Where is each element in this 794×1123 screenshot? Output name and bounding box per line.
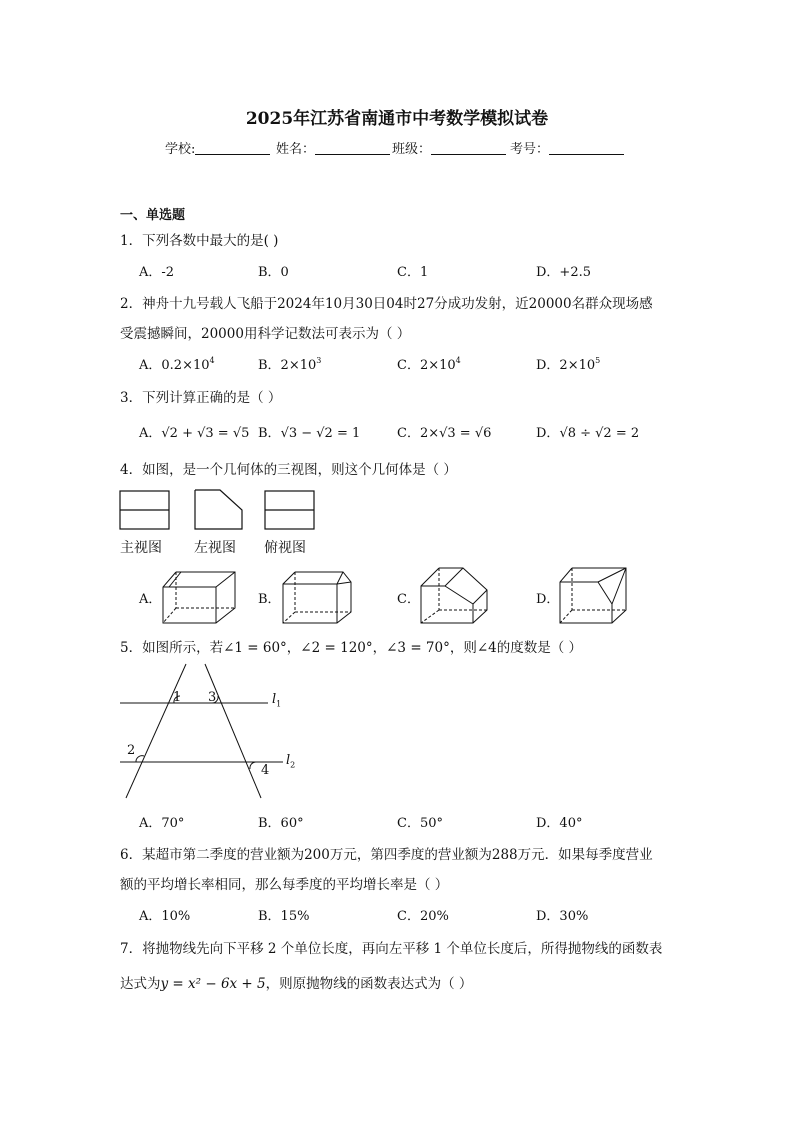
q5-option-a[interactable]: A．70° [139, 816, 185, 831]
q3-option-d-expr: √8 ÷ √2 = 2 [559, 426, 640, 441]
angle-1-label: 1 [173, 690, 182, 705]
page-title: 2025年江苏省南通市中考数学模拟试卷 [245, 109, 549, 129]
q7-line2-suffix: ，则原抛物线的函数表达式为（ ） [265, 976, 473, 992]
q2-option-c[interactable] [397, 354, 461, 373]
angle-3-label: 3 [208, 690, 217, 705]
name-blank[interactable] [315, 141, 390, 155]
q7-line2 [120, 972, 472, 992]
q2-option-d[interactable] [536, 354, 600, 373]
exam-no-label: 考号： [510, 142, 550, 157]
top-view-figure [264, 490, 316, 532]
q2-option-a[interactable] [139, 354, 215, 373]
q1-text: 1．下列各数中最大的是( ) [120, 233, 279, 249]
q3-option-b[interactable] [258, 422, 360, 441]
q4-option-c-figure[interactable] [419, 566, 491, 626]
school-label: 学校: [165, 142, 196, 157]
q6-option-b[interactable]: B．15% [258, 909, 310, 924]
q4-option-d-figure[interactable] [558, 566, 630, 626]
q7-line2-expr: y = x² − 6x + 5 [160, 976, 266, 992]
q1-option-c[interactable]: C．1 [397, 265, 429, 280]
q2-option-b-base: B．2×10 [258, 358, 317, 373]
q5-option-d[interactable]: D．40° [536, 816, 583, 831]
q3-option-c-expr: 2×√3 = √6 [419, 426, 492, 441]
exam-no-blank[interactable] [549, 141, 624, 155]
q1-option-a[interactable]: A．-2 [139, 265, 175, 280]
q7-line2-prefix: 达式为 [120, 976, 161, 992]
l1-letter: l [272, 692, 277, 707]
q2-option-a-base: A．0.2×10 [139, 358, 210, 373]
left-view-figure [193, 488, 245, 532]
q4-text: 4．如图，是一个几何体的三视图，则这个几何体是（ ） [120, 462, 457, 478]
q4-option-b[interactable]: B． [258, 592, 281, 607]
q3-option-b-expr: √3 − √2 = 1 [280, 426, 361, 441]
q2-option-b[interactable] [258, 354, 321, 373]
q2-option-d-base: D．2×10 [536, 358, 596, 373]
transversal-left [126, 664, 186, 798]
name-label: 姓名： [276, 142, 316, 157]
q5-option-b[interactable]: B．60° [258, 816, 304, 831]
q3-option-b-prefix: B． [258, 426, 281, 441]
front-view-figure [119, 490, 171, 532]
q6-option-d[interactable]: D．30% [536, 909, 589, 924]
q1-option-b[interactable]: B．0 [258, 265, 289, 280]
q4-option-a[interactable]: A． [139, 592, 162, 607]
school-field[interactable] [165, 138, 270, 157]
l2-label [286, 753, 295, 770]
q4-option-d[interactable]: D． [536, 592, 560, 607]
q3-option-d[interactable] [536, 422, 639, 441]
q2-option-c-base: C．2×10 [397, 358, 456, 373]
l2-sub: 2 [290, 760, 296, 770]
q7-line1: 7．将抛物线先向下平移 2 个单位长度，再向左平移 1 个单位长度后，所得抛物线的函数表 [120, 941, 663, 957]
q4-option-b-figure[interactable] [281, 570, 353, 626]
q3-option-a-expr: √2 + √3 = √5 [161, 426, 250, 441]
transversal-right [205, 664, 261, 798]
q4-option-c[interactable]: C． [397, 592, 420, 607]
q2-option-b-exp: 3 [316, 356, 322, 365]
left-view-label: 左视图 [194, 540, 236, 556]
angle-4-label: 4 [261, 763, 270, 778]
front-view-label: 主视图 [120, 540, 162, 556]
school-blank[interactable] [195, 141, 270, 155]
l1-sub: 1 [276, 699, 282, 709]
l1-label [272, 692, 281, 709]
l2-letter: l [286, 753, 291, 768]
q2-option-a-exp: 4 [209, 356, 215, 365]
top-view-label: 俯视图 [264, 540, 306, 556]
section-title: 一、单选题 [120, 208, 186, 223]
exam-no-field[interactable] [510, 138, 624, 157]
q5-option-c[interactable]: C．50° [397, 816, 443, 831]
class-blank[interactable] [431, 141, 506, 155]
name-field[interactable] [276, 138, 390, 157]
q2-option-c-exp: 4 [455, 356, 461, 365]
q5-text: 5．如图所示，若∠1 = 60°，∠2 = 120°，∠3 = 70°，则∠4的度数是（ ） [120, 640, 583, 656]
q6-line1: 6．某超市第二季度的营业额为200万元，第四季度的营业额为288万元．如果每季度营业 [120, 847, 653, 863]
q2-line1: 2．神舟十九号载人飞船于2024年10月30日04时27分成功发射，近20000名群众现场感 [120, 296, 653, 312]
q2-line2: 受震撼瞬间，20000用科学记数法可表示为（ ） [120, 326, 411, 342]
q3-option-a-prefix: A． [139, 426, 162, 441]
q3-option-d-prefix: D． [536, 426, 560, 441]
parallel-lines-diagram [118, 662, 308, 802]
q3-option-c[interactable] [397, 422, 491, 441]
q3-option-c-prefix: C． [397, 426, 420, 441]
q3-text: 3．下列计算正确的是（ ） [120, 390, 282, 406]
q6-option-c[interactable]: C．20% [397, 909, 449, 924]
q6-option-a[interactable]: A．10% [139, 909, 191, 924]
angle-2-label: 2 [127, 743, 136, 758]
q6-line2: 额的平均增长率相同，那么每季度的平均增长率是（ ） [120, 877, 449, 893]
class-label: 班级： [392, 142, 432, 157]
q3-option-a[interactable] [139, 422, 249, 441]
q4-option-a-figure[interactable] [161, 570, 237, 626]
class-field[interactable] [392, 138, 506, 157]
q2-option-d-exp: 5 [595, 356, 601, 365]
q1-option-d[interactable]: D．+2.5 [536, 265, 591, 280]
